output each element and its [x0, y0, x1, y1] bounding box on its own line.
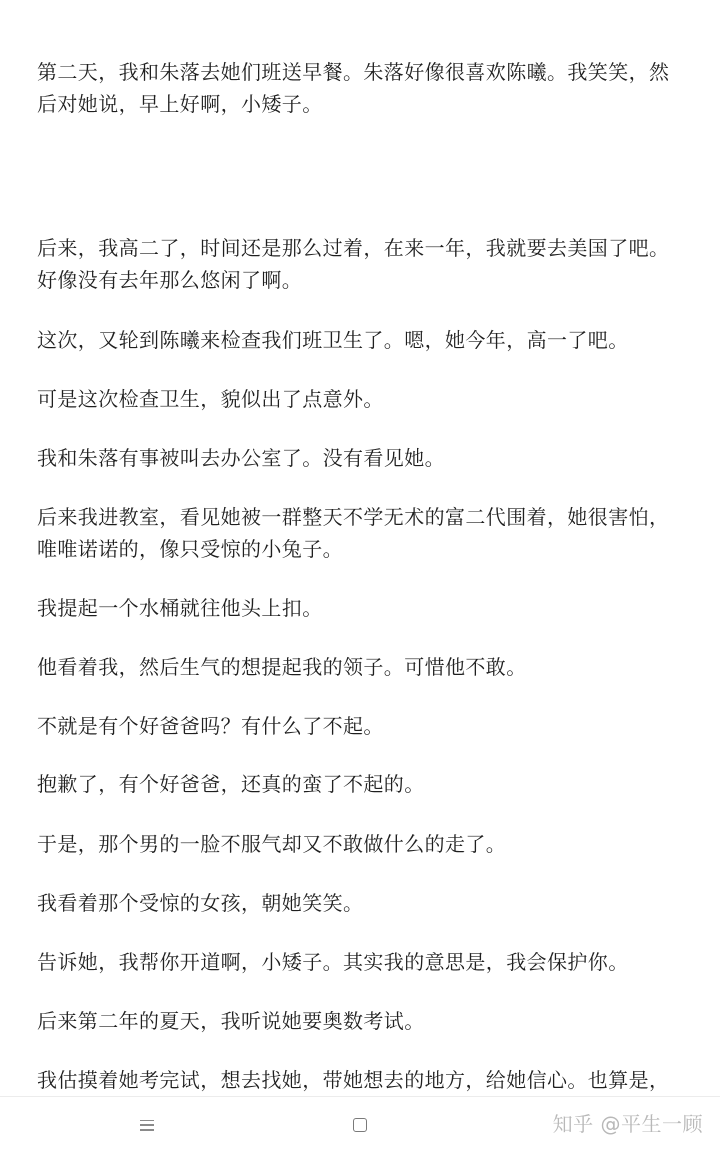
paragraph-13: 告诉她，我帮你开道啊，小矮子。其实我的意思是，我会保护你。	[37, 950, 629, 974]
zhihu-watermark: 知乎 @平生一顾	[552, 1112, 703, 1136]
paragraph-14: 后来第二年的夏天，我听说她要奥数考试。	[37, 1009, 425, 1033]
paragraph-5: 我和朱落有事被叫去办公室了。没有看见她。	[37, 446, 445, 470]
paragraph-4: 可是这次检查卫生，貌似出了点意外。	[37, 387, 384, 411]
paragraph-12: 我看着那个受惊的女孩，朝她笑笑。	[37, 891, 364, 915]
paragraph-6: 后来我进教室，看见她被一群整天不学无术的富二代围着，她很害怕，唯唯诺诺的，像只受惊的小兔子。	[37, 505, 670, 561]
home-button[interactable]	[340, 1107, 380, 1143]
menu-button[interactable]	[127, 1107, 167, 1143]
menu-icon	[140, 1120, 154, 1131]
paragraph-10: 抱歉了，有个好爸爸，还真的蛮了不起的。	[37, 772, 425, 796]
paragraph-15: 我估摸着她考完试，想去找她，带她想去的地方，给她信心。也算是，	[37, 1068, 670, 1092]
paragraph-3: 这次，又轮到陈曦来检查我们班卫生了。嗯，她今年，高一了吧。	[37, 328, 629, 352]
paragraph-8: 他看着我，然后生气的想提起我的领子。可惜他不敢。	[37, 655, 527, 679]
paragraph-9: 不就是有个好爸爸吗？有什么了不起。	[37, 714, 384, 738]
paragraph-11: 于是，那个男的一脸不服气却又不敢做什么的走了。	[37, 832, 507, 856]
paragraph-2: 后来，我高二了，时间还是那么过着，在来一年，我就要去美国了吧。好像没有去年那么悠闲了啊。	[37, 236, 670, 292]
home-icon	[353, 1118, 367, 1132]
paragraph-1: 第二天，我和朱落去她们班送早餐。朱落好像很喜欢陈曦。我笑笑，然后对她说，早上好啊，小矮子。	[37, 60, 670, 116]
paragraph-7: 我提起一个水桶就往他头上扣。	[37, 596, 323, 620]
